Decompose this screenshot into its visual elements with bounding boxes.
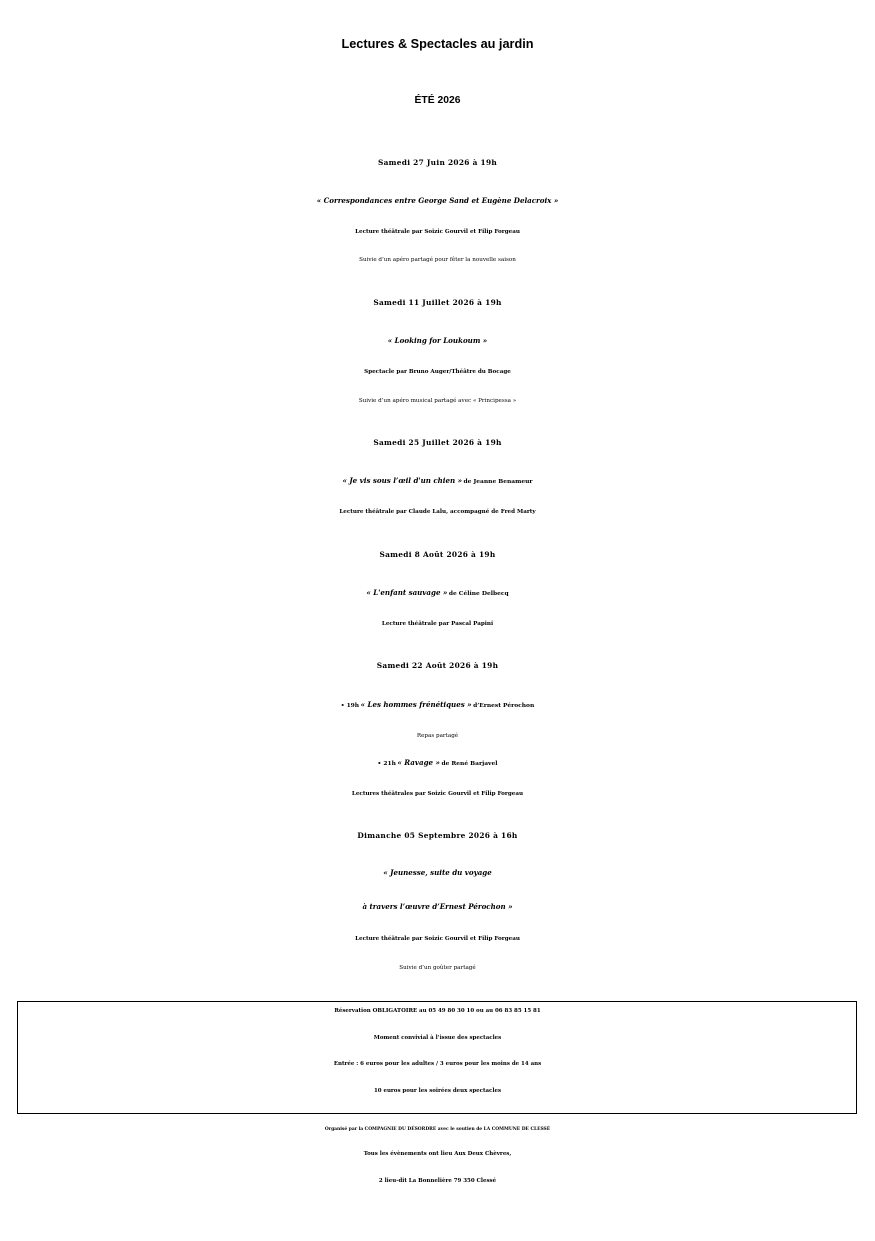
event-4-author: de Céline Delbecq bbox=[448, 590, 509, 597]
event-3-desc: Lecture théâtrale par Claude Lalu, accompagné de Fred Marty bbox=[339, 509, 536, 515]
event-6-work-line1: « Jeunesse, suite du voyage bbox=[383, 868, 492, 877]
info-box bbox=[17, 1001, 857, 1114]
event-5-date: Samedi 22 Août 2026 à 19h bbox=[376, 661, 499, 670]
event-5-part1-time: • 19h bbox=[340, 702, 360, 709]
event-3-work: « Je vis sous l’œil d'un chien » bbox=[342, 476, 463, 485]
event-6-date: Dimanche 05 Septembre 2026 à 16h bbox=[357, 831, 518, 840]
venue-line-2: 2 lieu-dit La Bonnelière 79 350 Clessé bbox=[378, 1178, 497, 1184]
entry-price-line: Entrée : 6 euros pour les adultes / 3 euros pour les moins de 14 ans bbox=[333, 1061, 542, 1067]
event-3-date: Samedi 25 Juillet 2026 à 19h bbox=[373, 438, 502, 447]
event-5-part1 bbox=[0, 700, 875, 709]
event-5-part1-work: « Les hommes frénétiques » bbox=[360, 700, 472, 709]
event-2-note: Suivie d’un apéro musical partagé avec « Principessa » bbox=[358, 398, 517, 404]
event-6-desc: Lecture théâtrale par Soizic Gourvil et Filip Forgeau bbox=[355, 936, 520, 942]
moment-line: Moment convivial à l’issue des spectacles bbox=[373, 1035, 502, 1041]
event-5-part2-time: • 21h bbox=[377, 760, 396, 767]
event-1-date: Samedi 27 Juin 2026 à 19h bbox=[377, 158, 498, 167]
event-5-part2 bbox=[0, 758, 875, 767]
reservation-line: Réservation OBLIGATOIRE au 05 49 80 30 10 ou au 06 83 85 15 81 bbox=[334, 1008, 541, 1014]
event-5-desc: Lectures théâtrales par Soizic Gourvil et Filip Forgeau bbox=[351, 791, 524, 797]
event-5-part2-author: de René Barjavel bbox=[441, 760, 498, 767]
event-6-note: Suivie d’un goûter partagé bbox=[399, 965, 476, 971]
event-4-work-line bbox=[0, 588, 875, 597]
event-2-desc: Spectacle par Bruno Auger/Théâtre du Bocage bbox=[364, 369, 511, 375]
event-5-part2-work: « Ravage » bbox=[397, 758, 440, 767]
event-5-part1-author: d’Ernest Pérochon bbox=[473, 702, 535, 709]
event-6-work-line2: à travers l’œuvre d’Ernest Pérochon » bbox=[362, 902, 513, 911]
event-1-note: Suivie d’un apéro partagé pour fêter la nouvelle saison bbox=[359, 257, 516, 263]
event-4-desc: Lecture théâtrale par Pascal Papini bbox=[381, 621, 494, 627]
event-2-work: « Looking for Loukoum » bbox=[387, 336, 488, 345]
event-5-interlude: Repas partagé bbox=[416, 733, 459, 739]
event-4-date: Samedi 8 Août 2026 à 19h bbox=[379, 550, 496, 559]
poster-subtitle: ÉTÉ 2026 bbox=[414, 95, 461, 106]
event-3-author: de Jeanne Benameur bbox=[463, 478, 533, 485]
event-1-work: « Correspondances entre George Sand et Eugène Delacroix » bbox=[316, 196, 559, 205]
venue-line-1: Tous les évènements ont lieu Aux Deux Chèvres, bbox=[363, 1151, 512, 1157]
poster-title: Lectures & Spectacles au jardin bbox=[341, 36, 534, 51]
organiser-line: Organisé par la COMPAGNIE DU DÉSORDRE avec le soutien de LA COMMUNE DE CLESSÉ bbox=[324, 1127, 551, 1132]
event-3-work-line bbox=[0, 476, 875, 485]
double-price-line: 10 euros pour les soirées deux spectacles bbox=[373, 1088, 502, 1094]
event-4-work: « L'enfant sauvage » bbox=[366, 588, 448, 597]
event-1-desc: Lecture théâtrale par Soizic Gourvil et Filip Forgeau bbox=[355, 229, 520, 235]
event-2-date: Samedi 11 Juillet 2026 à 19h bbox=[373, 298, 502, 307]
